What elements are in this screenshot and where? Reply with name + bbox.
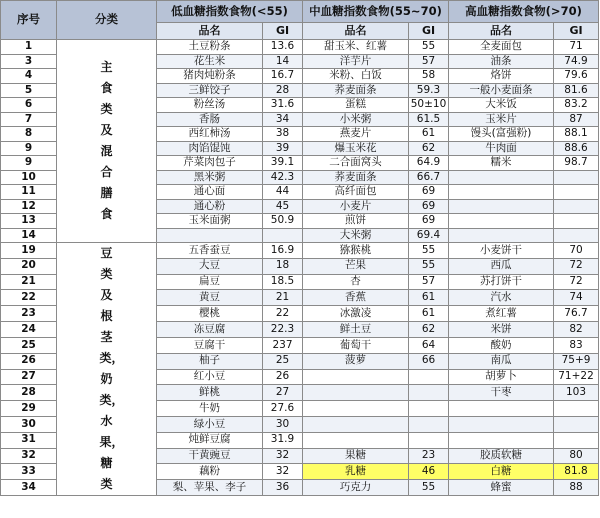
low-gi-value: 18.5	[263, 274, 303, 290]
low-gi-value	[263, 228, 303, 243]
mid-gi-value: 50±10	[409, 98, 449, 113]
low-gi-value: 39.1	[263, 156, 303, 171]
high-gi-food	[449, 432, 554, 448]
low-gi-value: 32	[263, 464, 303, 480]
high-gi-value	[554, 228, 599, 243]
high-gi-food: 糯米	[449, 156, 554, 171]
mid-gi-value: 46	[409, 464, 449, 480]
low-gi-food: 通心面	[157, 185, 263, 200]
high-gi-value: 103	[554, 385, 599, 401]
mid-gi-food	[303, 369, 409, 385]
high-gi-value: 83	[554, 337, 599, 353]
high-gi-value: 71	[554, 40, 599, 55]
mid-gi-food: 甜玉米、红薯	[303, 40, 409, 55]
low-gi-value: 28	[263, 83, 303, 98]
mid-gi-food: 荞麦面条	[303, 170, 409, 185]
mid-gi-value: 66.7	[409, 170, 449, 185]
row-index: 10	[1, 170, 57, 185]
low-gi-food: 黄豆	[157, 290, 263, 306]
mid-gi-food: 菠萝	[303, 353, 409, 369]
low-gi-food: 冻豆腐	[157, 322, 263, 338]
mid-gi-food: 冰激凌	[303, 306, 409, 322]
row-index: 30	[1, 416, 57, 432]
high-gi-food	[449, 401, 554, 417]
mid-gi-value	[409, 401, 449, 417]
high-gi-value	[554, 199, 599, 214]
low-gi-value: 39	[263, 141, 303, 156]
index-header: 序号	[1, 1, 57, 40]
high-gi-value-header: GI	[554, 23, 599, 40]
row-index: 20	[1, 258, 57, 274]
high-gi-food: 南瓜	[449, 353, 554, 369]
mid-gi-value: 64	[409, 337, 449, 353]
mid-food-header: 品名	[303, 23, 409, 40]
low-gi-food: 黑米粥	[157, 170, 263, 185]
low-gi-value: 13.6	[263, 40, 303, 55]
row-index: 1	[1, 40, 57, 55]
mid-gi-value: 55	[409, 40, 449, 55]
high-gi-value	[554, 401, 599, 417]
high-gi-value: 71+22	[554, 369, 599, 385]
row-index: 12	[1, 199, 57, 214]
mid-gi-value: 55	[409, 243, 449, 259]
mid-gi-value: 57	[409, 274, 449, 290]
mid-gi-value: 64.9	[409, 156, 449, 171]
mid-gi-value: 62	[409, 322, 449, 338]
high-gi-value: 88	[554, 480, 599, 496]
high-gi-food: 小麦饼干	[449, 243, 554, 259]
low-gi-food: 花生米	[157, 54, 263, 69]
high-gi-food: 西瓜	[449, 258, 554, 274]
high-gi-food: 玉米片	[449, 112, 554, 127]
mid-gi-value: 69	[409, 214, 449, 229]
high-food-header: 品名	[449, 23, 554, 40]
low-gi-food: 干黄豌豆	[157, 448, 263, 464]
low-gi-food: 土豆粉条	[157, 40, 263, 55]
high-gi-food: 米饼	[449, 322, 554, 338]
mid-gi-food: 果糖	[303, 448, 409, 464]
category-label: 豆类及根茎类，奶类，水果，糖类	[99, 246, 124, 491]
low-gi-value: 31.6	[263, 98, 303, 113]
category-label: 主食类及混合膳食	[100, 60, 113, 221]
high-gi-food: 胡萝卜	[449, 369, 554, 385]
mid-gi-value: 61.5	[409, 112, 449, 127]
mid-gi-food: 猕猴桃	[303, 243, 409, 259]
mid-gi-food	[303, 416, 409, 432]
high-gi-value	[554, 185, 599, 200]
mid-gi-value: 23	[409, 448, 449, 464]
mid-gi-food	[303, 385, 409, 401]
low-gi-value: 14	[263, 54, 303, 69]
low-gi-value: 16.7	[263, 69, 303, 84]
mid-gi-value: 69	[409, 185, 449, 200]
low-gi-food: 炖鲜豆腐	[157, 432, 263, 448]
mid-gi-food: 小麦片	[303, 199, 409, 214]
high-gi-food: 牛肉面	[449, 141, 554, 156]
row-index: 29	[1, 401, 57, 417]
mid-gi-value: 57	[409, 54, 449, 69]
low-gi-value: 27.6	[263, 401, 303, 417]
category-cell	[57, 40, 157, 243]
low-gi-food: 绿小豆	[157, 416, 263, 432]
mid-gi-value: 59.3	[409, 83, 449, 98]
low-gi-food: 粉丝汤	[157, 98, 263, 113]
high-gi-food	[449, 228, 554, 243]
low-gi-food	[157, 228, 263, 243]
row-index: 27	[1, 369, 57, 385]
mid-gi-value	[409, 385, 449, 401]
mid-gi-food: 煎饼	[303, 214, 409, 229]
row-index: 22	[1, 290, 57, 306]
row-index: 24	[1, 322, 57, 338]
low-gi-value: 45	[263, 199, 303, 214]
high-gi-food: 白糖	[449, 464, 554, 480]
mid-gi-value	[409, 369, 449, 385]
row-index: 3	[1, 54, 57, 69]
low-gi-food: 梨、苹果、李子	[157, 480, 263, 496]
mid-gi-value: 62	[409, 141, 449, 156]
mid-gi-food: 爆玉米花	[303, 141, 409, 156]
high-gi-food: 煮红薯	[449, 306, 554, 322]
row-index: 26	[1, 353, 57, 369]
low-gi-food: 樱桃	[157, 306, 263, 322]
high-gi-value: 74	[554, 290, 599, 306]
mid-gi-food: 高纤面包	[303, 185, 409, 200]
low-gi-food: 西红柿汤	[157, 127, 263, 142]
mid-gi-value: 58	[409, 69, 449, 84]
high-gi-value: 81.6	[554, 83, 599, 98]
high-gi-food	[449, 170, 554, 185]
row-index: 9	[1, 141, 57, 156]
row-index: 21	[1, 274, 57, 290]
row-index: 14	[1, 228, 57, 243]
low-gi-value: 22.3	[263, 322, 303, 338]
mid-gi-value: 55	[409, 258, 449, 274]
low-gi-food: 三鲜饺子	[157, 83, 263, 98]
mid-gi-value	[409, 432, 449, 448]
mid-gi-value: 61	[409, 290, 449, 306]
low-gi-value: 21	[263, 290, 303, 306]
mid-gi-food: 杏	[303, 274, 409, 290]
low-gi-food: 扁豆	[157, 274, 263, 290]
low-gi-food: 鲜桃	[157, 385, 263, 401]
high-gi-value: 72	[554, 274, 599, 290]
low-gi-header: 低血糖指数食物(<55)	[157, 1, 303, 23]
high-gi-value: 74.9	[554, 54, 599, 69]
high-gi-food: 苏打饼干	[449, 274, 554, 290]
high-gi-food	[449, 185, 554, 200]
mid-gi-food	[303, 432, 409, 448]
low-gi-food: 豆腐干	[157, 337, 263, 353]
high-gi-value	[554, 214, 599, 229]
row-index: 33	[1, 464, 57, 480]
high-gi-value: 76.7	[554, 306, 599, 322]
row-index: 9	[1, 156, 57, 171]
low-gi-value: 42.3	[263, 170, 303, 185]
low-gi-food: 香肠	[157, 112, 263, 127]
row-index: 19	[1, 243, 57, 259]
low-gi-value: 16.9	[263, 243, 303, 259]
high-gi-food: 馒头(富强粉)	[449, 127, 554, 142]
low-gi-food: 红小豆	[157, 369, 263, 385]
header-row-main	[1, 1, 599, 23]
high-gi-value	[554, 416, 599, 432]
high-gi-value: 88.1	[554, 127, 599, 142]
mid-gi-value: 55	[409, 480, 449, 496]
high-gi-food: 一般小麦面条	[449, 83, 554, 98]
high-gi-food: 蜂蜜	[449, 480, 554, 496]
high-gi-value	[554, 170, 599, 185]
high-gi-value: 72	[554, 258, 599, 274]
mid-gi-food: 燕麦片	[303, 127, 409, 142]
high-gi-food: 胶质软糖	[449, 448, 554, 464]
mid-gi-food: 芒果	[303, 258, 409, 274]
high-gi-value: 88.6	[554, 141, 599, 156]
row-index: 4	[1, 69, 57, 84]
low-gi-value-header: GI	[263, 23, 303, 40]
low-gi-value: 25	[263, 353, 303, 369]
high-gi-food: 汽水	[449, 290, 554, 306]
low-gi-food: 玉米面粥	[157, 214, 263, 229]
high-gi-value: 83.2	[554, 98, 599, 113]
mid-gi-value: 61	[409, 306, 449, 322]
row-index: 32	[1, 448, 57, 464]
low-gi-value: 31.9	[263, 432, 303, 448]
high-gi-food: 干枣	[449, 385, 554, 401]
high-gi-food: 烙饼	[449, 69, 554, 84]
low-gi-food: 猪肉炖粉条	[157, 69, 263, 84]
low-food-header: 品名	[157, 23, 263, 40]
high-gi-food: 大米饭	[449, 98, 554, 113]
low-gi-value: 27	[263, 385, 303, 401]
low-gi-value: 36	[263, 480, 303, 496]
mid-gi-food	[303, 401, 409, 417]
low-gi-food: 柚子	[157, 353, 263, 369]
mid-gi-food: 巧克力	[303, 480, 409, 496]
row-index: 28	[1, 385, 57, 401]
low-gi-food: 肉馅馄饨	[157, 141, 263, 156]
mid-gi-value: 69.4	[409, 228, 449, 243]
category-header: 分类	[57, 1, 157, 40]
low-gi-value: 32	[263, 448, 303, 464]
table-row	[1, 40, 599, 55]
mid-gi-food: 香蕉	[303, 290, 409, 306]
high-gi-value: 80	[554, 448, 599, 464]
high-gi-value: 70	[554, 243, 599, 259]
high-gi-food: 油条	[449, 54, 554, 69]
mid-gi-food: 二合面窝头	[303, 156, 409, 171]
mid-gi-food: 大米粥	[303, 228, 409, 243]
low-gi-value: 34	[263, 112, 303, 127]
low-gi-food: 五香蚕豆	[157, 243, 263, 259]
row-index: 6	[1, 98, 57, 113]
high-gi-header: 高血糖指数食物(>70)	[449, 1, 599, 23]
high-gi-value: 82	[554, 322, 599, 338]
row-index: 13	[1, 214, 57, 229]
high-gi-value: 79.6	[554, 69, 599, 84]
low-gi-food: 牛奶	[157, 401, 263, 417]
row-index: 23	[1, 306, 57, 322]
mid-gi-food: 乳糖	[303, 464, 409, 480]
mid-gi-food: 小米粥	[303, 112, 409, 127]
table-body	[1, 40, 599, 496]
mid-gi-food: 蛋糕	[303, 98, 409, 113]
high-gi-value	[554, 432, 599, 448]
mid-gi-value	[409, 416, 449, 432]
low-gi-food: 芹菜肉包子	[157, 156, 263, 171]
low-gi-food: 通心粉	[157, 199, 263, 214]
mid-gi-food: 米粉、白饭	[303, 69, 409, 84]
high-gi-value: 75+9	[554, 353, 599, 369]
high-gi-food: 酸奶	[449, 337, 554, 353]
row-index: 25	[1, 337, 57, 353]
row-index: 5	[1, 83, 57, 98]
mid-gi-food: 荞麦面条	[303, 83, 409, 98]
mid-gi-value: 61	[409, 127, 449, 142]
low-gi-value: 26	[263, 369, 303, 385]
low-gi-value: 18	[263, 258, 303, 274]
category-cell	[57, 243, 157, 496]
low-gi-value: 38	[263, 127, 303, 142]
row-index: 31	[1, 432, 57, 448]
row-index: 34	[1, 480, 57, 496]
low-gi-value: 22	[263, 306, 303, 322]
high-gi-food	[449, 199, 554, 214]
row-index: 8	[1, 127, 57, 142]
mid-gi-value: 66	[409, 353, 449, 369]
mid-gi-food: 葡萄干	[303, 337, 409, 353]
table-row	[1, 243, 599, 259]
low-gi-value: 30	[263, 416, 303, 432]
low-gi-value: 237	[263, 337, 303, 353]
high-gi-value: 98.7	[554, 156, 599, 171]
low-gi-value: 50.9	[263, 214, 303, 229]
high-gi-value: 81.8	[554, 464, 599, 480]
mid-gi-value-header: GI	[409, 23, 449, 40]
mid-gi-value: 69	[409, 199, 449, 214]
row-index: 11	[1, 185, 57, 200]
mid-gi-food: 鲜土豆	[303, 322, 409, 338]
high-gi-food	[449, 214, 554, 229]
high-gi-value: 87	[554, 112, 599, 127]
low-gi-food: 藕粉	[157, 464, 263, 480]
high-gi-food	[449, 416, 554, 432]
mid-gi-food: 洋芋片	[303, 54, 409, 69]
low-gi-food: 大豆	[157, 258, 263, 274]
mid-gi-header: 中血糖指数食物(55~70)	[303, 1, 449, 23]
high-gi-food: 全麦面包	[449, 40, 554, 55]
low-gi-value: 44	[263, 185, 303, 200]
row-index: 7	[1, 112, 57, 127]
